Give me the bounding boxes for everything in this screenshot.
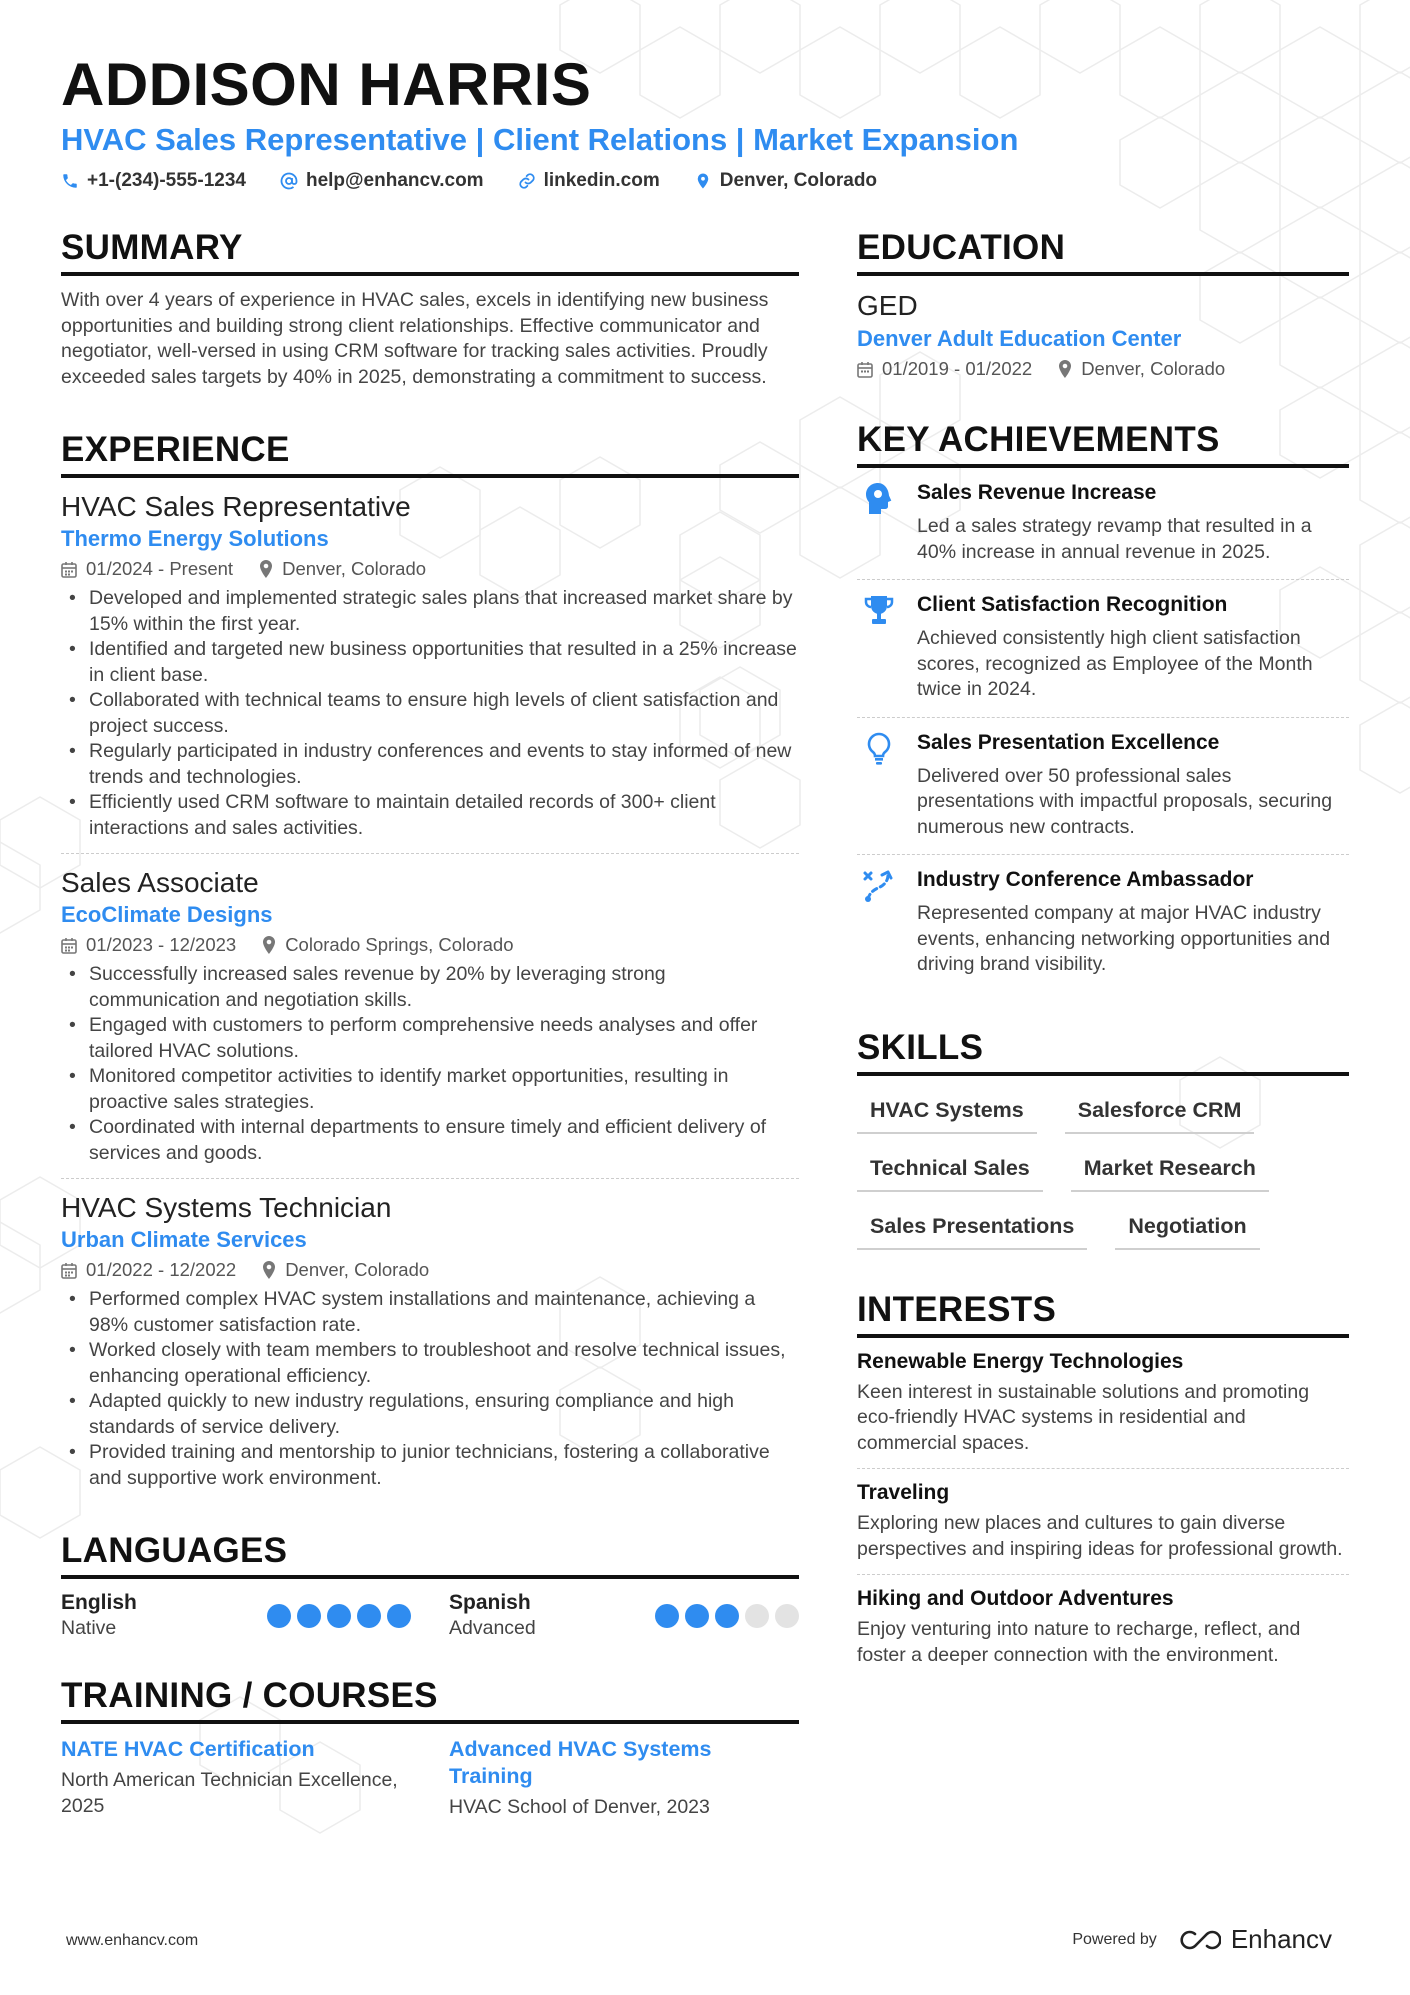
achievement-item: [857, 468, 1349, 580]
job-location: Denver, Colorado: [282, 558, 427, 579]
achievement-desc: Represented company at major HVAC industry events, enhancing networking opportunities and driving brand visibility.: [917, 902, 1331, 975]
achievement-title: Client Satisfaction Recognition: [917, 593, 1228, 616]
skills-title: SKILLS: [857, 1028, 1349, 1076]
skill-tag: Technical Sales: [857, 1152, 1043, 1192]
summary-section: [61, 228, 799, 390]
interest-item: [857, 1575, 1349, 1680]
list-item: • Identified and targeted new business opportunities that resulted in a 25% increase in client base.: [61, 637, 799, 688]
language-name: English: [61, 1591, 137, 1614]
list-item: • Collaborated with technical teams to ensure high levels of client satisfaction and project success.: [61, 688, 799, 739]
rating-dot-filled: [357, 1604, 381, 1628]
skill-tag: HVAC Systems: [857, 1094, 1037, 1134]
job-bullets: [61, 586, 799, 841]
training-name: Advanced HVAC Systems Training: [449, 1737, 712, 1788]
rating-dot-filled: [267, 1604, 291, 1628]
skill-tag: Salesforce CRM: [1065, 1094, 1255, 1134]
location-pin-icon: [262, 1261, 276, 1279]
list-item: • Regularly participated in industry conferences and events to stay informed of new trends and technologies.: [61, 739, 799, 790]
skills-list: [857, 1094, 1349, 1250]
training-list: [61, 1736, 799, 1820]
language-level: Advanced: [449, 1617, 536, 1639]
skill-tag: Market Research: [1071, 1152, 1269, 1192]
link-icon: [518, 172, 536, 190]
experience-title: EXPERIENCE: [61, 430, 799, 478]
language-item: [61, 1591, 411, 1640]
job-entry: [61, 854, 799, 1179]
job-company: Urban Climate Services: [61, 1227, 307, 1252]
brand-name: Enhancv: [1230, 1924, 1332, 1954]
interest-item: [857, 1469, 1349, 1575]
skills-section: [857, 1028, 1349, 1250]
list-item: • Efficiently used CRM software to maintain detailed records of 300+ client interactions and sales activities.: [61, 790, 799, 841]
footer-website[interactable]: www.enhancv.com: [66, 1932, 199, 1949]
location-pin-icon: [259, 560, 273, 578]
training-desc: HVAC School of Denver, 2023: [449, 1796, 710, 1818]
training-section: [61, 1676, 799, 1820]
languages-list: [61, 1591, 799, 1640]
list-item: • Monitored competitor activities to identify market opportunities, resulting in proactive sales strategies.: [61, 1064, 799, 1115]
headline: HVAC Sales Representative | Client Relations | Market Expansion: [61, 122, 1019, 157]
lightbulb-icon: [866, 732, 892, 766]
rating-dot-filled: [685, 1604, 709, 1628]
training-name: NATE HVAC Certification: [61, 1737, 315, 1761]
head-icon: [863, 482, 895, 516]
interest-title: Renewable Energy Technologies: [857, 1349, 1184, 1373]
contact-location: [694, 170, 877, 192]
at-icon: [280, 172, 298, 190]
job-entry: [61, 478, 799, 854]
rating-dot-filled: [297, 1604, 321, 1628]
education-section: [857, 228, 1349, 380]
achievement-title: Industry Conference Ambassador: [917, 868, 1254, 891]
training-item: [61, 1736, 411, 1820]
job-location: Colorado Springs, Colorado: [285, 934, 514, 955]
location-text: Denver, Colorado: [719, 170, 878, 191]
phone-text: +1-(234)-555-1234: [87, 170, 246, 191]
rating-dot-empty: [775, 1604, 799, 1628]
job-meta: [61, 934, 799, 956]
job-entry: [61, 1179, 799, 1503]
education-school: Denver Adult Education Center: [857, 326, 1182, 351]
trophy-icon: [863, 594, 895, 626]
training-title: TRAINING / COURSES: [61, 1676, 799, 1724]
linkedin-text: linkedin.com: [543, 170, 660, 191]
job-company: Thermo Energy Solutions: [61, 526, 329, 551]
contact-phone[interactable]: [61, 170, 246, 192]
interest-desc: Exploring new places and cultures to gain diverse perspectives and inspiring ideas for professional growth.: [857, 1512, 1343, 1560]
achievement-item: [857, 855, 1349, 992]
education-location: Denver, Colorado: [1081, 358, 1226, 379]
achievement-desc: Led a sales strategy revamp that resulted in a 40% increase in annual revenue in 2025.: [917, 515, 1312, 563]
achievement-title: Sales Revenue Increase: [917, 481, 1157, 504]
calendar-icon: [61, 561, 77, 578]
rating-dot-filled: [387, 1604, 411, 1628]
phone-icon: [61, 172, 79, 190]
list-item: • Developed and implemented strategic sales plans that increased market share by 15% within the first year.: [61, 586, 799, 637]
language-level: Native: [61, 1617, 117, 1639]
achievements-title: KEY ACHIEVEMENTS: [857, 420, 1349, 468]
interests-title: INTERESTS: [857, 1290, 1349, 1338]
job-meta: [61, 558, 799, 580]
education-title: EDUCATION: [857, 228, 1349, 276]
route-icon: [862, 869, 896, 903]
experience-section: [61, 430, 799, 1503]
footer-branding: [1072, 1924, 1332, 1955]
interest-item: [857, 1338, 1349, 1470]
list-item: • Engaged with customers to perform comprehensive needs analyses and offer tailored HVAC solutions.: [61, 1013, 799, 1064]
training-desc: North American Technician Excellence, 2025: [61, 1769, 398, 1817]
skill-tag: Negotiation: [1115, 1210, 1259, 1250]
job-title: Sales Associate: [61, 867, 259, 898]
rating-dot-filled: [715, 1604, 739, 1628]
language-item: [449, 1591, 799, 1640]
job-bullets: [61, 1287, 799, 1491]
job-dates: 01/2022 - 12/2022: [86, 1259, 237, 1280]
interest-title: Hiking and Outdoor Adventures: [857, 1587, 1174, 1610]
achievement-desc: Delivered over 50 professional sales presentations with impactful proposals, securing numerous new contracts.: [917, 764, 1333, 838]
contact-bar: [61, 170, 877, 192]
list-item: • Coordinated with internal departments to ensure timely and efficient delivery of services and goods.: [61, 1115, 799, 1166]
location-pin-icon: [262, 936, 276, 954]
rating-dot-filled: [655, 1604, 679, 1628]
calendar-icon: [61, 937, 77, 954]
contact-linkedin[interactable]: [518, 170, 660, 192]
location-pin-icon: [1058, 360, 1072, 378]
calendar-icon: [857, 361, 873, 378]
enhancv-logo-icon: [1175, 1928, 1221, 1952]
language-rating: [655, 1604, 799, 1628]
job-company: EcoClimate Designs: [61, 902, 273, 927]
job-meta: [61, 1259, 799, 1281]
candidate-name: ADDISON HARRIS: [61, 51, 592, 118]
interest-desc: Enjoy venturing into nature to recharge, reflect, and foster a deeper connection with the environment.: [857, 1618, 1301, 1666]
interest-title: Traveling: [857, 1481, 950, 1504]
languages-title: LANGUAGES: [61, 1531, 799, 1579]
job-dates: 01/2024 - Present: [86, 558, 234, 579]
job-title: HVAC Sales Representative: [61, 491, 411, 522]
list-item: • Adapted quickly to new industry regulations, ensuring compliance and high standards of service delivery.: [61, 1389, 799, 1440]
rating-dot-empty: [745, 1604, 769, 1628]
powered-by-label: Powered by: [1072, 1930, 1157, 1948]
job-location: Denver, Colorado: [285, 1259, 430, 1280]
summary-text: With over 4 years of experience in HVAC sales, excels in identifying new business opportunities and building strong client relationships. Effective communicator and negotiator, well-versed in using CRM software for tracking sales activities. Proudly exceeded sales targets by 40% in 2025, demonstrating a commitment to success.: [61, 289, 769, 388]
interest-desc: Keen interest in sustainable solutions and promoting eco-friendly HVAC systems in residential and commercial spaces.: [857, 1380, 1310, 1454]
achievement-item: [857, 718, 1349, 856]
achievement-item: [857, 580, 1349, 718]
job-bullets: [61, 962, 799, 1166]
language-rating: [267, 1604, 411, 1628]
job-dates: 01/2023 - 12/2023: [86, 934, 237, 955]
email-text: help@enhancv.com: [305, 170, 484, 191]
education-dates: 01/2019 - 01/2022: [882, 358, 1033, 379]
training-item: [449, 1736, 799, 1820]
summary-title: SUMMARY: [61, 228, 799, 276]
achievement-title: Sales Presentation Excellence: [917, 730, 1220, 754]
left-column: [61, 228, 799, 1820]
education-degree: GED: [857, 290, 918, 321]
list-item: • Provided training and mentorship to junior technicians, fostering a collaborative and supportive work environment.: [61, 1440, 799, 1491]
right-column: [857, 228, 1349, 1680]
interests-section: [857, 1290, 1349, 1681]
rating-dot-filled: [327, 1604, 351, 1628]
list-item: • Successfully increased sales revenue by 20% by leveraging strong communication and negotiation skills.: [61, 962, 799, 1013]
languages-section: [61, 1531, 799, 1640]
achievement-desc: Achieved consistently high client satisfaction scores, recognized as Employee of the Month twice in 2024.: [917, 627, 1313, 700]
calendar-icon: [61, 1262, 77, 1279]
brand-logo[interactable]: [1175, 1924, 1332, 1955]
job-title: HVAC Systems Technician: [61, 1192, 392, 1223]
achievements-section: [857, 420, 1349, 992]
education-meta: [857, 358, 1349, 380]
list-item: • Performed complex HVAC system installations and maintenance, achieving a 98% customer satisfaction rate.: [61, 1287, 799, 1338]
contact-email[interactable]: [280, 170, 484, 192]
list-item: • Worked closely with team members to troubleshoot and resolve technical issues, enhancing operational efficiency.: [61, 1338, 799, 1389]
language-name: Spanish: [449, 1591, 531, 1614]
skill-tag: Sales Presentations: [857, 1210, 1087, 1250]
location-icon: [694, 172, 712, 190]
